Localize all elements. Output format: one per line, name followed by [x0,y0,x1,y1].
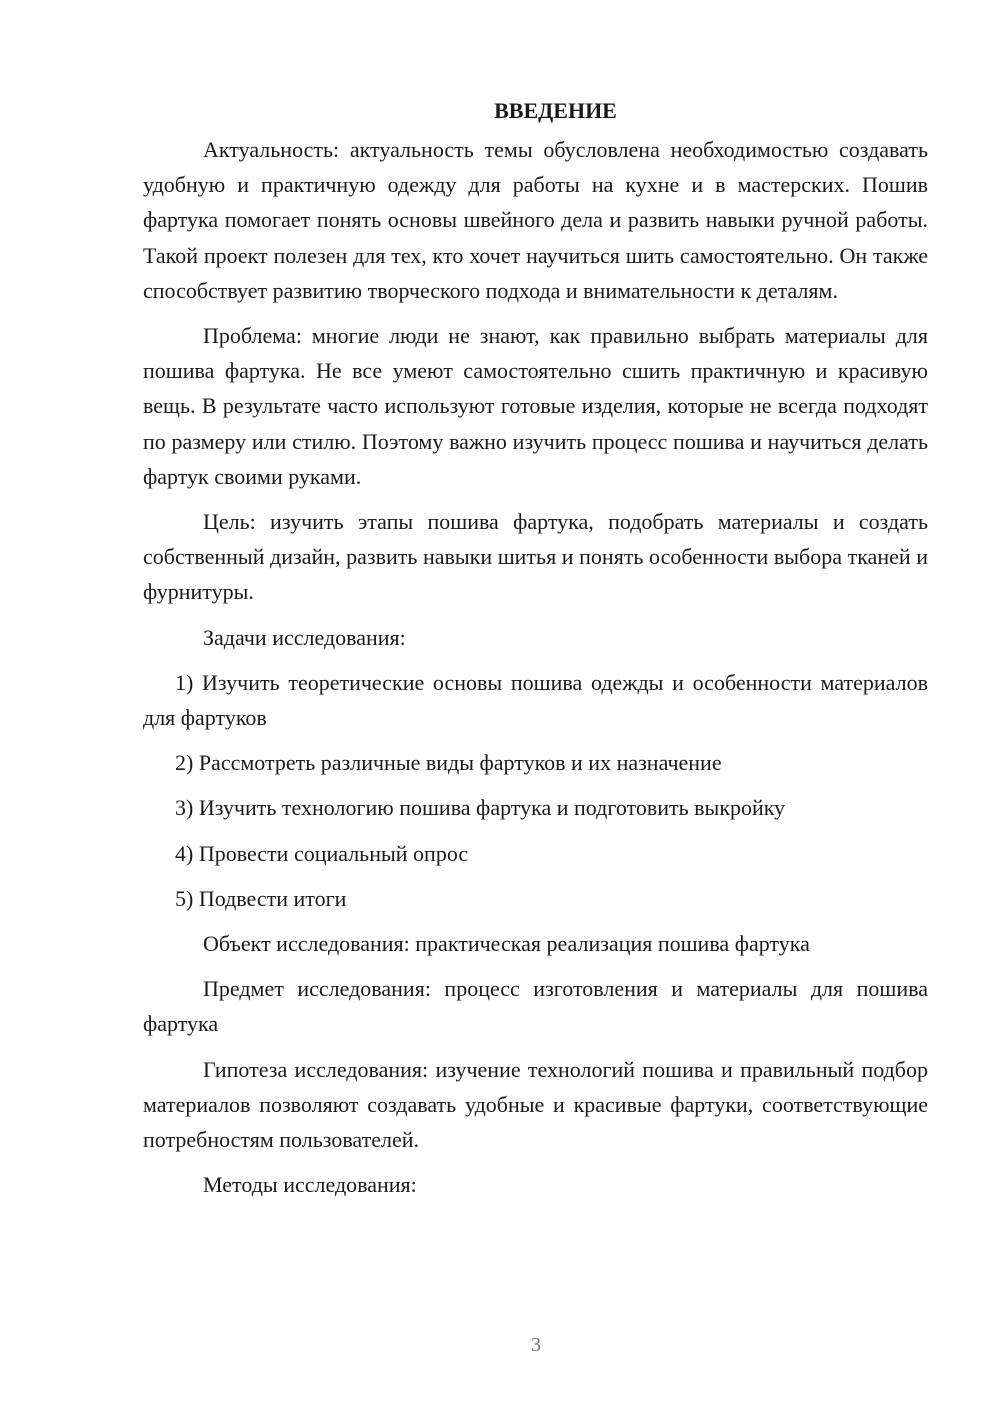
task-item: 1) Изучить теоретические основы пошива одежды и особенности материалов для фартуков [143,669,928,731]
methods-heading: Методы исследования: [203,1172,417,1198]
object-paragraph: Объект исследования: практическая реализация пошива фартука [203,931,810,957]
problem-paragraph: Проблема: многие люди не знают, как правильно выбрать материалы для пошива фартука. Не все умеют самостоятельно сшить практичную и красивую вещь. В результате часто используют готовые изделия, которые не всегда подходят по размеру или стилю. Поэтому важно изучить процесс пошива и научиться делать фартук своими руками. [143,323,928,489]
task-item: 3) Изучить технологию пошива фартука и подготовить выкройку [175,795,786,821]
section-heading: ВВЕДЕНИЕ [494,98,617,123]
page-number: 3 [531,1334,541,1356]
tasks-heading: Задачи исследования: [203,624,406,650]
goal-paragraph: Цель: изучить этапы пошива фартука, подобрать материалы и создать собственный дизайн, развить навыки шитья и понять особенности выбора тканей и фурнитуры. [143,509,928,605]
relevance-paragraph: Актуальность: актуальность темы обусловлена необходимостью создавать удобную и практичную одежду для работы на кухне и в мастерских. Пошив фартука помогает понять основы швейного дела и развить навыки ручной работы. Такой проект полезен для тех, кто хочет научиться шить самостоятельно. Он также способствует развитию творческого подхода и внимательности к деталям. [143,137,928,303]
task-item: 2) Рассмотреть различные виды фартуков и их назначение [175,750,722,776]
hypothesis-paragraph: Гипотеза исследования: изучение технологий пошива и правильный подбор материалов позволяют создавать удобные и красивые фартуки, соответствующие потребностям пользователей. [143,1056,928,1153]
task-item: 5) Подвести итоги [175,885,347,911]
task-item: 4) Провести социальный опрос [175,840,469,866]
subject-paragraph: Предмет исследования: процесс изготовления и материалы для пошива фартука [143,976,928,1037]
document-page [143,93,928,1212]
